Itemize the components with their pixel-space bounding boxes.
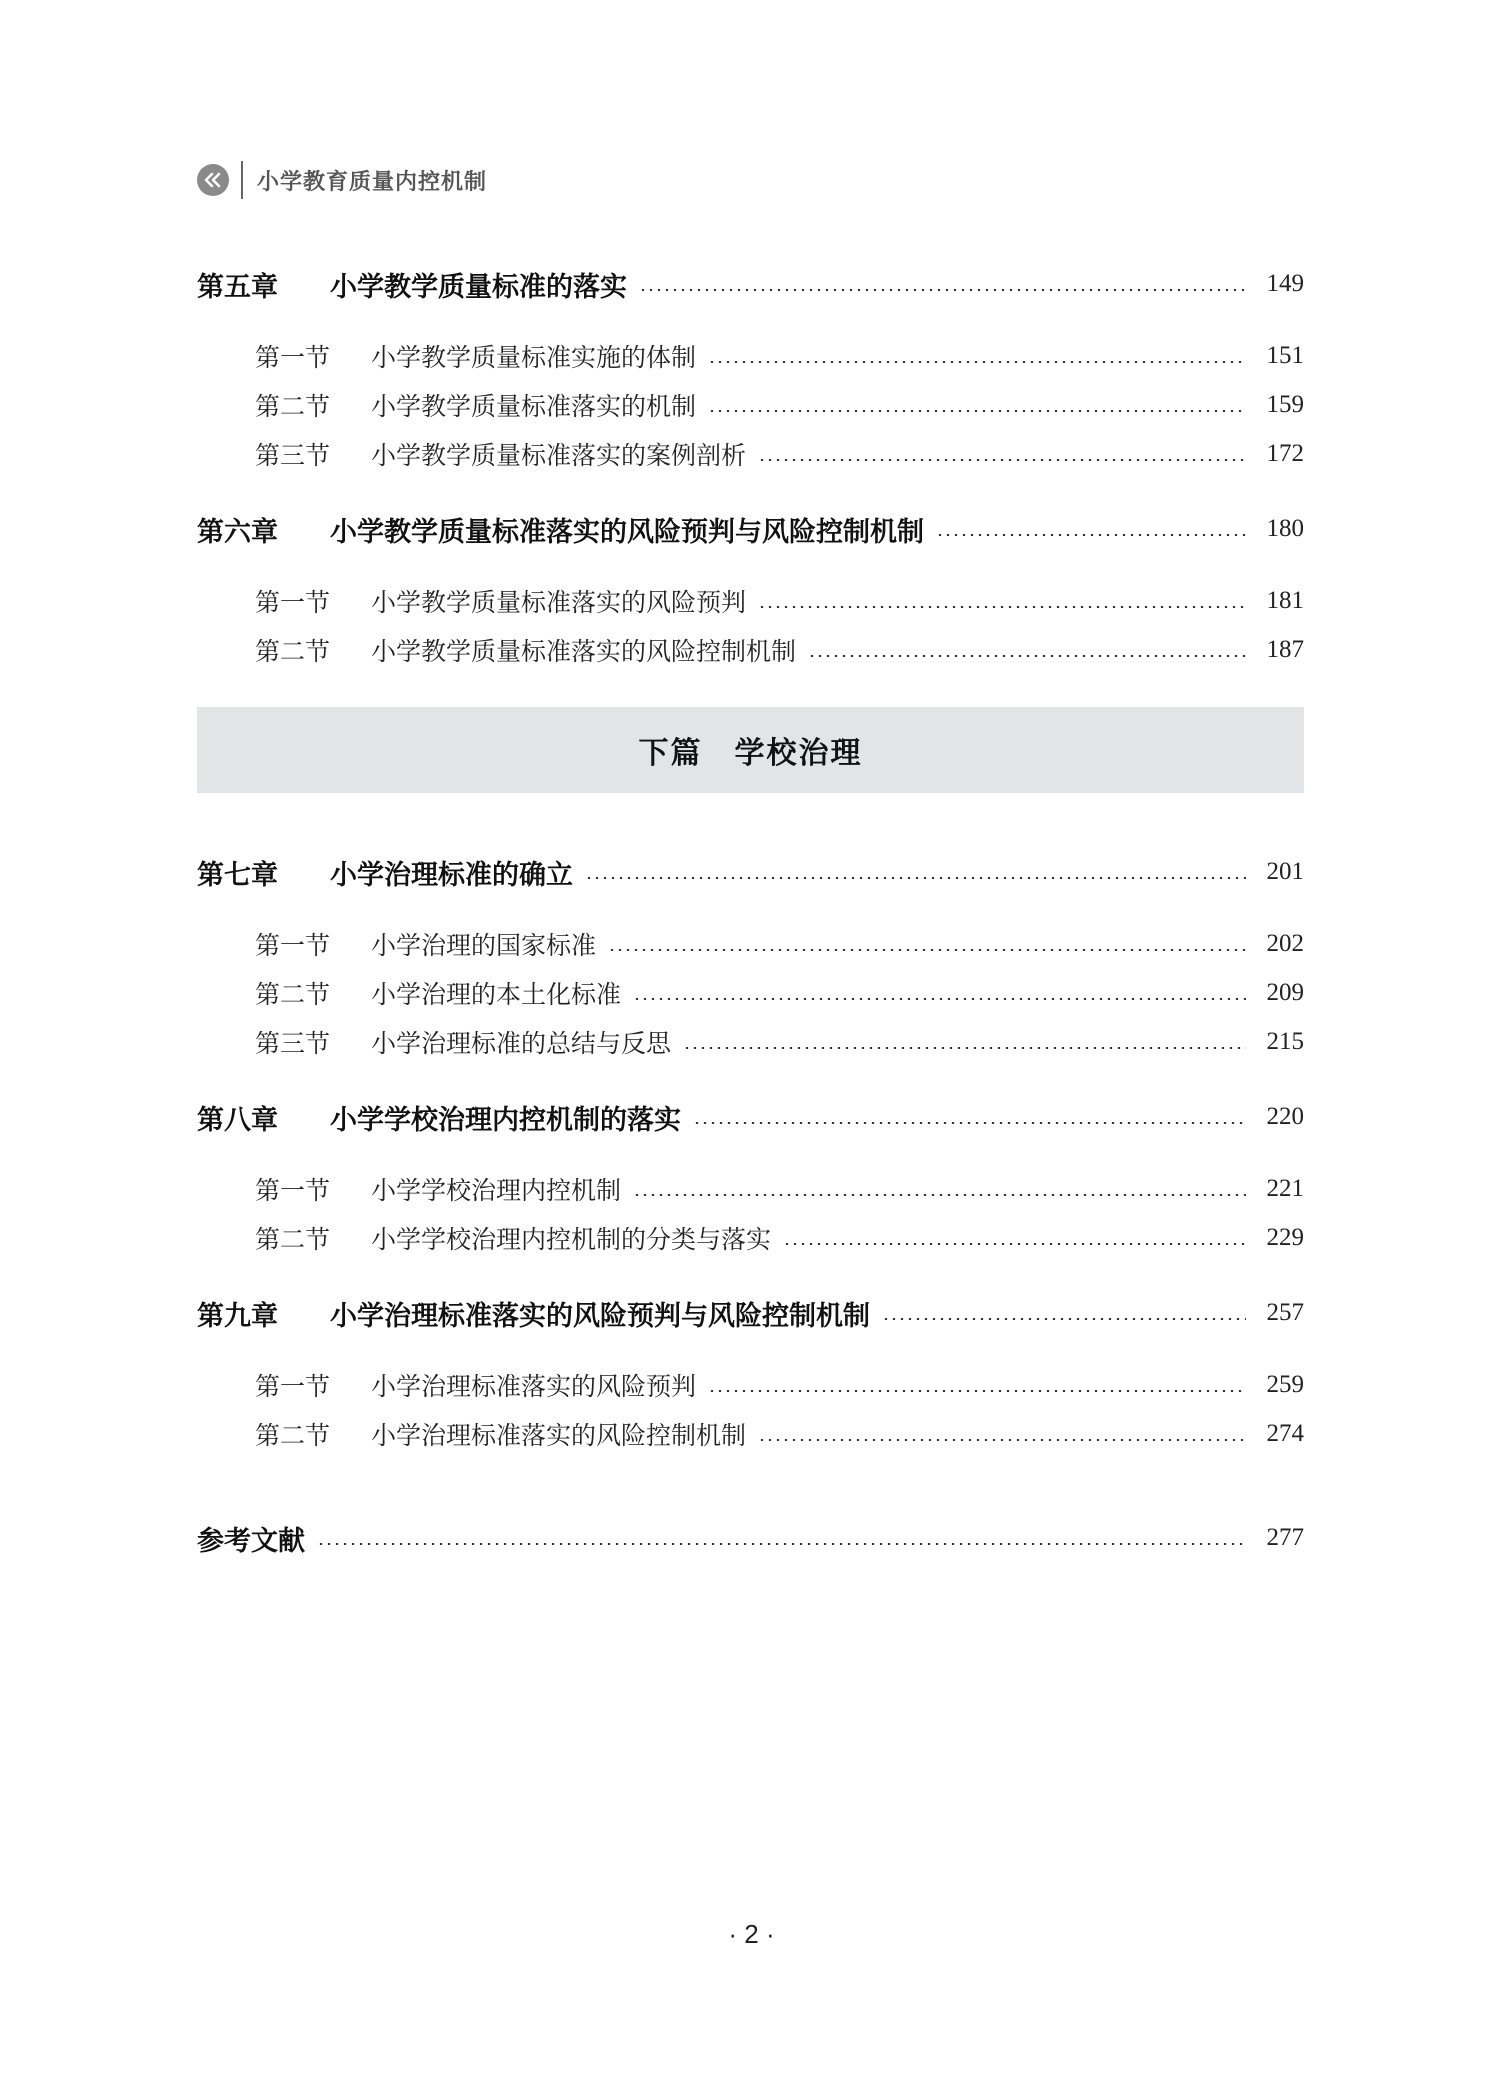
dot-leader bbox=[808, 655, 1246, 657]
toc-page-number: 277 bbox=[1266, 1524, 1304, 1551]
toc-label bbox=[255, 926, 596, 962]
section-title: 小学学校治理内控机制 bbox=[371, 1176, 622, 1205]
toc-page-number: 202 bbox=[1266, 930, 1304, 957]
toc-page-number: 221 bbox=[1266, 1175, 1304, 1202]
section-title: 小学治理标准落实的风险控制机制 bbox=[371, 1421, 747, 1450]
section-number: 第三节 bbox=[255, 1029, 331, 1058]
section-title: 小学教学质量标准落实的案例剖析 bbox=[371, 441, 747, 470]
toc-label bbox=[255, 338, 696, 374]
section-number: 第一节 bbox=[255, 1372, 331, 1401]
dot-leader bbox=[708, 1390, 1246, 1392]
toc-page-number: 201 bbox=[1266, 858, 1304, 885]
toc-label bbox=[255, 1171, 621, 1207]
toc-label bbox=[255, 1024, 671, 1060]
toc-label bbox=[255, 387, 696, 423]
book-title: 小学教育质量内控机制 bbox=[257, 169, 488, 195]
toc-page-number: 257 bbox=[1266, 1299, 1304, 1326]
toc-label bbox=[255, 1220, 771, 1256]
section-title: 小学治理的本土化标准 bbox=[371, 980, 622, 1009]
part-title: 下篇 学校治理 bbox=[638, 736, 863, 771]
toc-chapter-row bbox=[197, 852, 1304, 892]
dot-leader bbox=[708, 410, 1246, 412]
section-number: 第一节 bbox=[255, 1176, 331, 1205]
double-chevron-left-icon bbox=[197, 164, 229, 196]
section-number: 第二节 bbox=[255, 392, 331, 421]
toc-page-number: 259 bbox=[1266, 1371, 1304, 1398]
toc-section-row bbox=[255, 1169, 1304, 1209]
toc-section-row bbox=[255, 581, 1304, 621]
section-number: 第一节 bbox=[255, 588, 331, 617]
toc-chapter-row bbox=[197, 264, 1304, 304]
dot-leader bbox=[758, 606, 1246, 608]
toc-chapter-row bbox=[197, 1518, 1304, 1558]
section-number: 第二节 bbox=[255, 637, 331, 666]
toc-page-number: 209 bbox=[1266, 979, 1304, 1006]
toc-section-row bbox=[255, 1365, 1304, 1405]
chapter-number: 第五章 bbox=[197, 271, 278, 303]
toc-chapter-row bbox=[197, 1293, 1304, 1333]
dot-leader bbox=[936, 534, 1246, 536]
dot-leader bbox=[585, 877, 1246, 879]
section-number: 第二节 bbox=[255, 980, 331, 1009]
dot-leader bbox=[633, 1194, 1246, 1196]
toc-section-row bbox=[255, 973, 1304, 1013]
toc-chapter-row bbox=[197, 509, 1304, 549]
section-title: 小学教学质量标准落实的机制 bbox=[371, 392, 697, 421]
toc-page-number: 181 bbox=[1266, 587, 1304, 614]
dot-leader bbox=[758, 1439, 1246, 1441]
section-title: 小学教学质量标准落实的风险控制机制 bbox=[371, 637, 797, 666]
section-title: 小学教学质量标准实施的体制 bbox=[371, 343, 697, 372]
toc-label bbox=[197, 510, 924, 549]
toc-label bbox=[197, 265, 627, 304]
toc-label bbox=[255, 632, 796, 668]
toc-label bbox=[255, 583, 746, 619]
section-title: 小学治理标准落实的风险预判 bbox=[371, 1372, 697, 1401]
toc-page-number: 220 bbox=[1266, 1103, 1304, 1130]
toc-page-number: 215 bbox=[1266, 1028, 1304, 1055]
toc-section-row bbox=[255, 630, 1304, 670]
chapter-title: 小学治理标准的确立 bbox=[330, 859, 573, 891]
toc-page-number: 159 bbox=[1266, 391, 1304, 418]
toc-chapter-row bbox=[197, 1097, 1304, 1137]
chapter-number: 第八章 bbox=[197, 1104, 278, 1136]
running-header bbox=[197, 158, 487, 202]
chapter-title: 小学教学质量标准落实的风险预判与风险控制机制 bbox=[330, 516, 924, 548]
part-banner bbox=[197, 707, 1304, 793]
header-divider bbox=[241, 161, 243, 199]
toc-label bbox=[197, 1098, 681, 1137]
toc-page-number: 151 bbox=[1266, 342, 1304, 369]
toc-section-row bbox=[255, 434, 1304, 474]
dot-leader bbox=[693, 1122, 1246, 1124]
toc-page-number: 180 bbox=[1266, 515, 1304, 542]
chapter-number: 第六章 bbox=[197, 516, 278, 548]
toc-label bbox=[197, 1294, 870, 1333]
toc-page-number: 229 bbox=[1266, 1224, 1304, 1251]
toc-label bbox=[197, 853, 573, 892]
dot-leader bbox=[683, 1047, 1246, 1049]
dot-leader bbox=[882, 1318, 1246, 1320]
section-title: 小学治理的国家标准 bbox=[371, 931, 597, 960]
section-number: 第二节 bbox=[255, 1421, 331, 1450]
section-number: 第三节 bbox=[255, 441, 331, 470]
chapter-title: 小学治理标准落实的风险预判与风险控制机制 bbox=[330, 1300, 870, 1332]
toc-section-row bbox=[255, 1218, 1304, 1258]
section-title: 小学教学质量标准落实的风险预判 bbox=[371, 588, 747, 617]
section-title: 小学治理标准的总结与反思 bbox=[371, 1029, 672, 1058]
toc-section-row bbox=[255, 1414, 1304, 1454]
toc-label bbox=[197, 1519, 305, 1558]
dot-leader bbox=[783, 1243, 1246, 1245]
chapter-title: 小学教学质量标准的落实 bbox=[330, 271, 627, 303]
section-number: 第二节 bbox=[255, 1225, 331, 1254]
toc-page-number: 274 bbox=[1266, 1420, 1304, 1447]
toc-label bbox=[255, 975, 621, 1011]
toc-label bbox=[255, 1367, 696, 1403]
toc-label bbox=[255, 436, 746, 472]
toc-page-number: 187 bbox=[1266, 636, 1304, 663]
toc-section-row bbox=[255, 1022, 1304, 1062]
toc-page-number: 149 bbox=[1266, 270, 1304, 297]
chapter-title: 参考文献 bbox=[197, 1525, 305, 1557]
toc-section-row bbox=[255, 385, 1304, 425]
toc-section-row bbox=[255, 336, 1304, 376]
dot-leader bbox=[633, 998, 1246, 1000]
toc-label bbox=[255, 1416, 746, 1452]
toc-page-number: 172 bbox=[1266, 440, 1304, 467]
page-number: · 2 · bbox=[728, 1919, 775, 1949]
section-number: 第一节 bbox=[255, 931, 331, 960]
chapter-title: 小学学校治理内控机制的落实 bbox=[330, 1104, 681, 1136]
section-title: 小学学校治理内控机制的分类与落实 bbox=[371, 1225, 772, 1254]
dot-leader bbox=[608, 949, 1246, 951]
dot-leader bbox=[758, 459, 1246, 461]
dot-leader bbox=[317, 1543, 1246, 1545]
dot-leader bbox=[708, 361, 1246, 363]
chapter-number: 第九章 bbox=[197, 1300, 278, 1332]
dot-leader bbox=[639, 289, 1246, 291]
chapter-number: 第七章 bbox=[197, 859, 278, 891]
toc-section-row bbox=[255, 924, 1304, 964]
section-number: 第一节 bbox=[255, 343, 331, 372]
